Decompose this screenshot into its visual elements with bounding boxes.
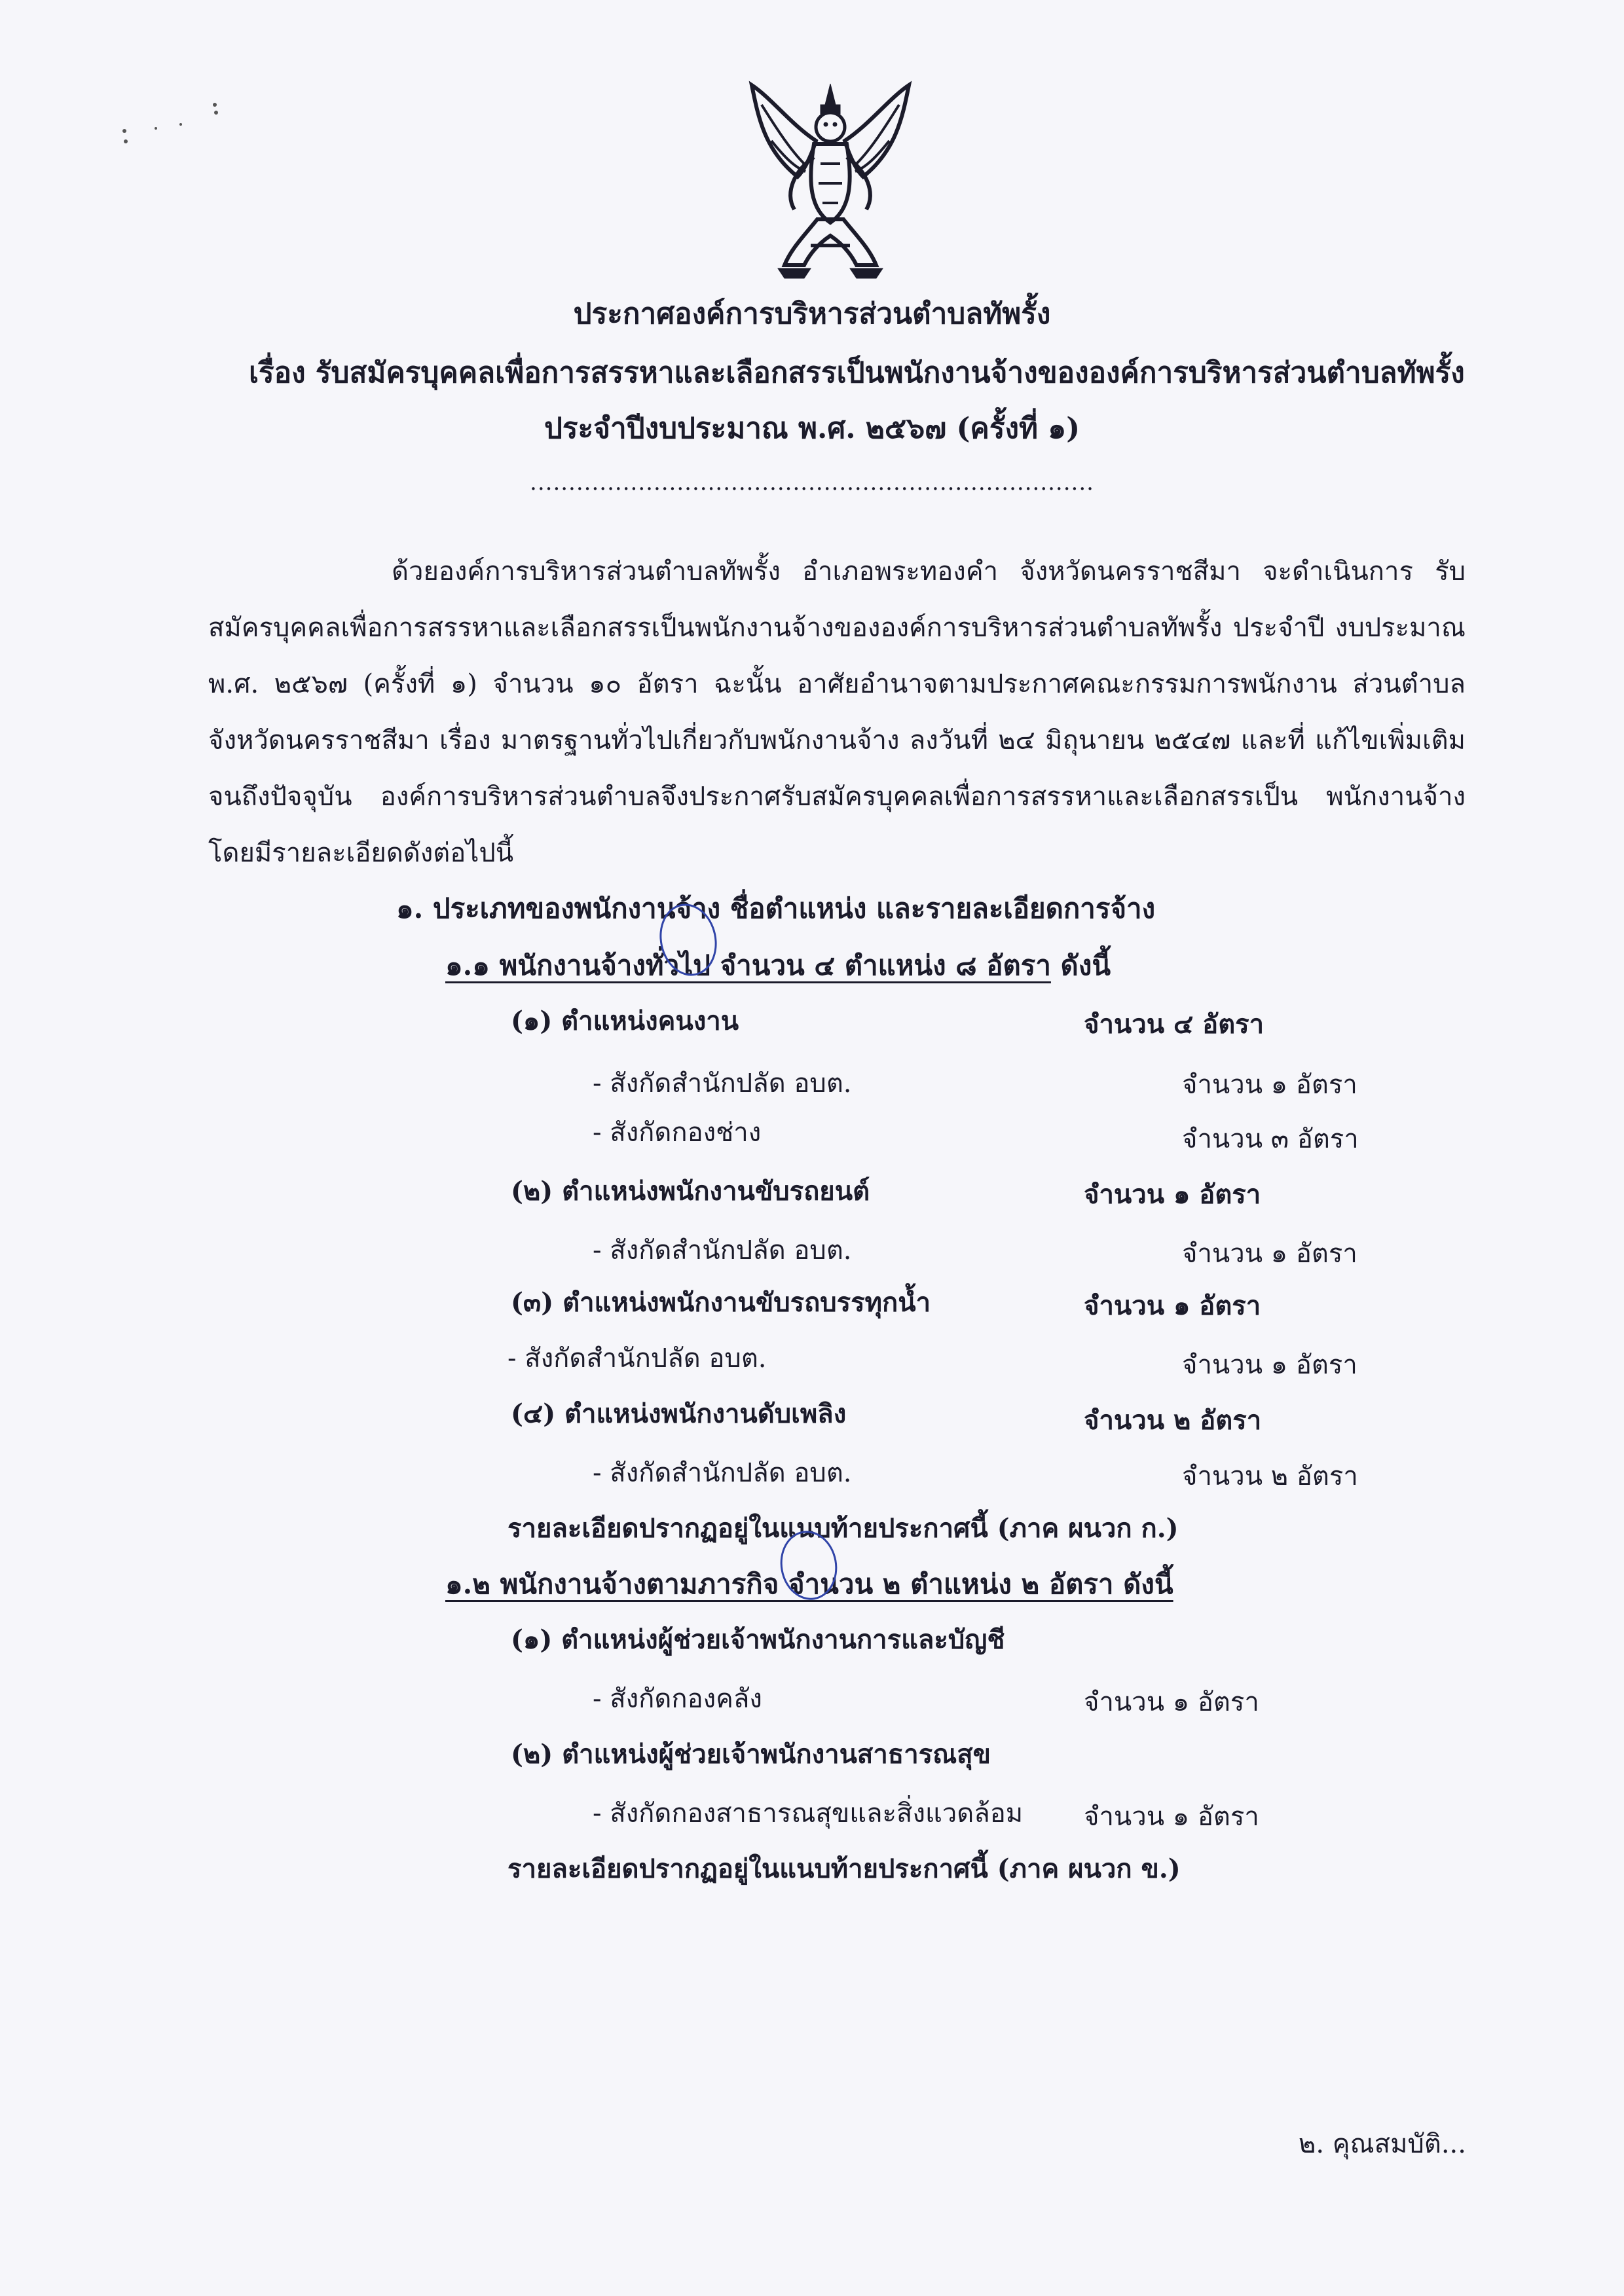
continuation-note: ๒. คุณสมบัติ... [1299, 2129, 1466, 2159]
position-title: (๑) ตำแหน่งคนงาน [511, 1006, 739, 1036]
position-count: จำนวน ๑ อัตรา [1084, 1179, 1261, 1210]
header-divider: ......................................................................... [530, 469, 1094, 496]
position-count: จำนวน ๒ อัตรา [1084, 1405, 1262, 1436]
unit-line: - สังกัดสำนักปลัด อบต. [593, 1068, 852, 1099]
announcement-subject: เรื่อง รับสมัครบุคคลเพื่อการสรรหาและเลือกสรรเป็นพนักงานจ้างขององค์การบริหารส่วนตำบลทัพรั้ง [249, 356, 1465, 390]
unit-line: - สังกัดสำนักปลัด อบต. [593, 1235, 852, 1266]
subsection-1-2-heading: ๑.๒ พนักงานจ้างตามภารกิจ จำนวน ๒ ตำแหน่ง ๒ อัตรา ดังนี้ [445, 1568, 1173, 1600]
position-title: (๔) ตำแหน่งพนักงานดับเพลิง [511, 1398, 847, 1429]
position-title: (๒) ตำแหน่งพนักงานขับรถยนต์ [511, 1176, 870, 1207]
unit-count: จำนวน ๑ อัตรา [1084, 1687, 1259, 1717]
appendix-note: รายละเอียดปรากฏอยู่ในแนบท้ายประกาศนี้ (ภาค ผนวก ก.) [507, 1513, 1179, 1544]
position-count: จำนวน ๑ อัตรา [1084, 1290, 1261, 1321]
position-title: (๒) ตำแหน่งผู้ช่วยเจ้าพนักงานสาธารณสุข [511, 1739, 991, 1770]
unit-line: - สังกัดกองช่าง [593, 1118, 762, 1148]
position-count: จำนวน ๔ อัตรา [1084, 1009, 1264, 1040]
unit-count: จำนวน ๑ อัตรา [1084, 1802, 1259, 1832]
unit-count: จำนวน ๓ อัตรา [1182, 1124, 1359, 1154]
unit-count: จำนวน ๑ อัตรา [1182, 1239, 1357, 1269]
fiscal-year-line: ประจำปีงบประมาณ พ.ศ. ๒๕๖๗ (ครั้งที่ ๑) [544, 412, 1080, 445]
subsection-1-1-suffix: ดังนี้ [1050, 949, 1111, 981]
unit-count: จำนวน ๒ อัตรา [1182, 1461, 1358, 1491]
unit-line: - สังกัดกองสาธารณสุขและสิ่งแวดล้อม [593, 1798, 1024, 1829]
subsection-1-1-label: ๑.๑ พนักงานจ้างทั่วไป จำนวน ๔ ตำแหน่ง ๘ อัตรา [445, 949, 1051, 981]
appendix-note: รายละเอียดปรากฏอยู่ในแนบท้ายประกาศนี้ (ภาค ผนวก ข.) [507, 1853, 1181, 1884]
garuda-emblem-icon [732, 79, 929, 288]
unit-line: - สังกัดสำนักปลัด อบต. [593, 1458, 852, 1488]
unit-line: - สังกัดสำนักปลัด อบต. [507, 1343, 767, 1374]
scan-specks [118, 98, 223, 157]
subsection-1-1-heading [445, 949, 1111, 982]
unit-line: - สังกัดกองคลัง [593, 1684, 762, 1714]
section1-heading: ๑. ประเภทของพนักงานจ้าง ชื่อตำแหน่ง และรายละเอียดการจ้าง [396, 892, 1156, 924]
unit-count: จำนวน ๑ อัตรา [1182, 1070, 1357, 1100]
announcement-title: ประกาศองค์การบริหารส่วนตำบลทัพรั้ง [573, 297, 1051, 331]
unit-count: จำนวน ๑ อัตรา [1182, 1350, 1357, 1380]
position-title: (๓) ตำแหน่งพนักงานขับรถบรรทุกน้ำ [511, 1287, 931, 1318]
intro-paragraph: ด้วยองค์การบริหารส่วนตำบลทัพรั้ง อำเภอพระทองคำ จังหวัดนครราชสีมา จะดำเนินการ รับสมัครบุคคลเพื่อการสรรหาและเลือกสรรเป็นพนักงานจ้างขององค์การบริหารส่วนตำบลทัพรั้ง ประจำปี งบประมาณ พ.ศ. ๒๕๖๗ (ครั้งที่ ๑) จำนวน ๑๐ อัตรา ฉะนั้น อาศัยอำนาจตามประกาศคณะกรรมการพนักงาน ส่วนตำบลจังหวัดนครราชสีมา เรื่อง มาตรฐานทั่วไปเกี่ยวกับพนักงานจ้าง ลงวันที่ ๒๔ มิถุนายน ๒๕๔๗ และที่ แก้ไขเพิ่มเติมจนถึงปัจจุบัน องค์การบริหารส่วนตำบลจึงประกาศรับสมัครบุคคลเพื่อการสรรหาและเลือกสรรเป็น พนักงานจ้าง โดยมีรายละเอียดดังต่อไปนี้ [208, 556, 1466, 868]
position-title: (๑) ตำแหน่งผู้ช่วยเจ้าพนักงานการและบัญชี [511, 1624, 1005, 1655]
